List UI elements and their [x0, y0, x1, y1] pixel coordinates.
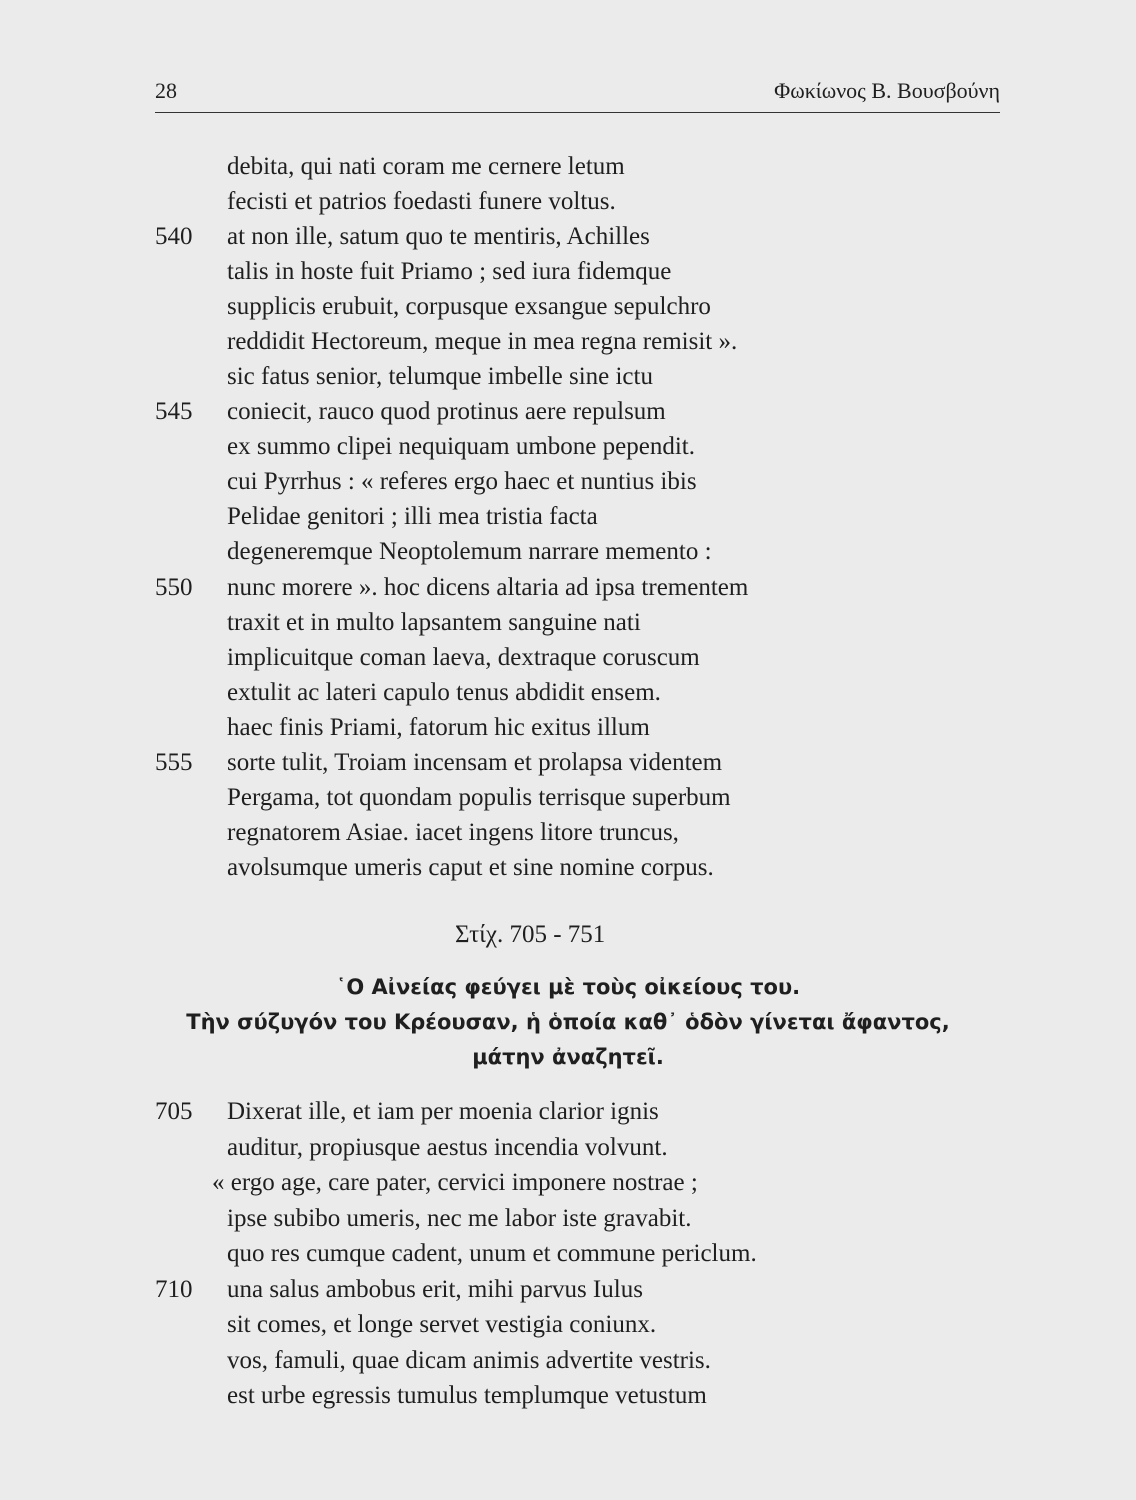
- line-number: 555: [155, 749, 193, 776]
- verse-text: ipse subibo umeris, nec me labor iste gravabit.: [227, 1205, 692, 1232]
- verse-text: at non ille, satum quo te mentiris, Achilles: [227, 223, 650, 250]
- verse-text: supplicis erubuit, corpusque exsangue sepulchro: [227, 293, 711, 320]
- verse-text: vos, famuli, quae dicam animis advertite vestris.: [227, 1347, 711, 1374]
- verse-text: haec finis Priami, fatorum hic exitus illum: [227, 714, 650, 741]
- line-number: 540: [155, 223, 193, 250]
- verse-text: implicuitque coman laeva, dextraque coruscum: [227, 644, 700, 671]
- verse-text: una salus ambobus erit, mihi parvus Iulus: [227, 1276, 643, 1303]
- verse-text: Pelidae genitori ; illi mea tristia facta: [227, 503, 598, 530]
- header-rule: [155, 112, 1000, 113]
- verse-text: Pergama, tot quondam populis terrisque superbum: [227, 784, 731, 811]
- verse-text: ex summo clipei nequiquam umbone pependit.: [227, 433, 695, 460]
- running-head: Φωκίωνος Β. Βουσβούνη: [774, 78, 1000, 103]
- section-summary-line: ῾Ο Αἰνείας φεύγει μὲ τοὺς οἰκείους του.: [335, 975, 801, 999]
- verse-text: coniecit, rauco quod protinus aere repulsum: [227, 398, 666, 425]
- verse-text: reddidit Hectoreum, meque in mea regna remisit ».: [227, 328, 738, 355]
- verse-text: sorte tulit, Troiam incensam et prolapsa videntem: [227, 749, 723, 776]
- verse-text: auditur, propiusque aestus incendia volvunt.: [227, 1134, 668, 1161]
- verse-text: sic fatus senior, telumque imbelle sine ictu: [227, 363, 653, 390]
- line-number: 710: [155, 1276, 193, 1303]
- section-reference: Στίχ. 705 - 751: [455, 921, 606, 948]
- verse-text: talis in hoste fuit Priamo ; sed iura fidemque: [227, 258, 672, 285]
- verse-text: est urbe egressis tumulus templumque vetustum: [227, 1382, 707, 1409]
- verse-text: avolsumque umeris caput et sine nomine corpus.: [227, 854, 714, 881]
- verse-text: Dixerat ille, et iam per moenia clarior ignis: [227, 1098, 659, 1125]
- verse-text: nunc morere ». hoc dicens altaria ad ipsa trementem: [227, 574, 749, 601]
- verse-text: fecisti et patrios foedasti funere voltus.: [227, 188, 616, 215]
- verse-text: cui Pyrrhus : « referes ergo haec et nuntius ibis: [227, 468, 697, 495]
- section-summary-line: Τὴν σύζυγόν του Κρέουσαν, ἡ ὁποία καθ᾽ ὁδὸν γίνεται ἄφαντος,: [186, 1010, 950, 1034]
- verse-text: quo res cumque cadent, unum et commune periclum.: [227, 1240, 757, 1267]
- verse-text: degeneremque Neoptolemum narrare memento :: [227, 538, 712, 565]
- verse-text: traxit et in multo lapsantem sanguine nati: [227, 609, 641, 636]
- line-number: 550: [155, 574, 193, 601]
- verse-text: « ergo age, care pater, cervici imponere nostrae ;: [212, 1169, 698, 1196]
- verse-text: debita, qui nati coram me cernere letum: [227, 153, 625, 180]
- section-summary-line: μάτην ἀναζητεῖ.: [472, 1045, 664, 1069]
- verse-text: regnatorem Asiae. iacet ingens litore truncus,: [227, 819, 679, 846]
- line-number: 705: [155, 1098, 193, 1125]
- page-number: 28: [155, 78, 177, 103]
- page-header: [155, 78, 1000, 104]
- line-number: 545: [155, 398, 193, 425]
- verse-text: extulit ac lateri capulo tenus abdidit ensem.: [227, 679, 661, 706]
- verse-text: sit comes, et longe servet vestigia coniunx.: [227, 1311, 657, 1338]
